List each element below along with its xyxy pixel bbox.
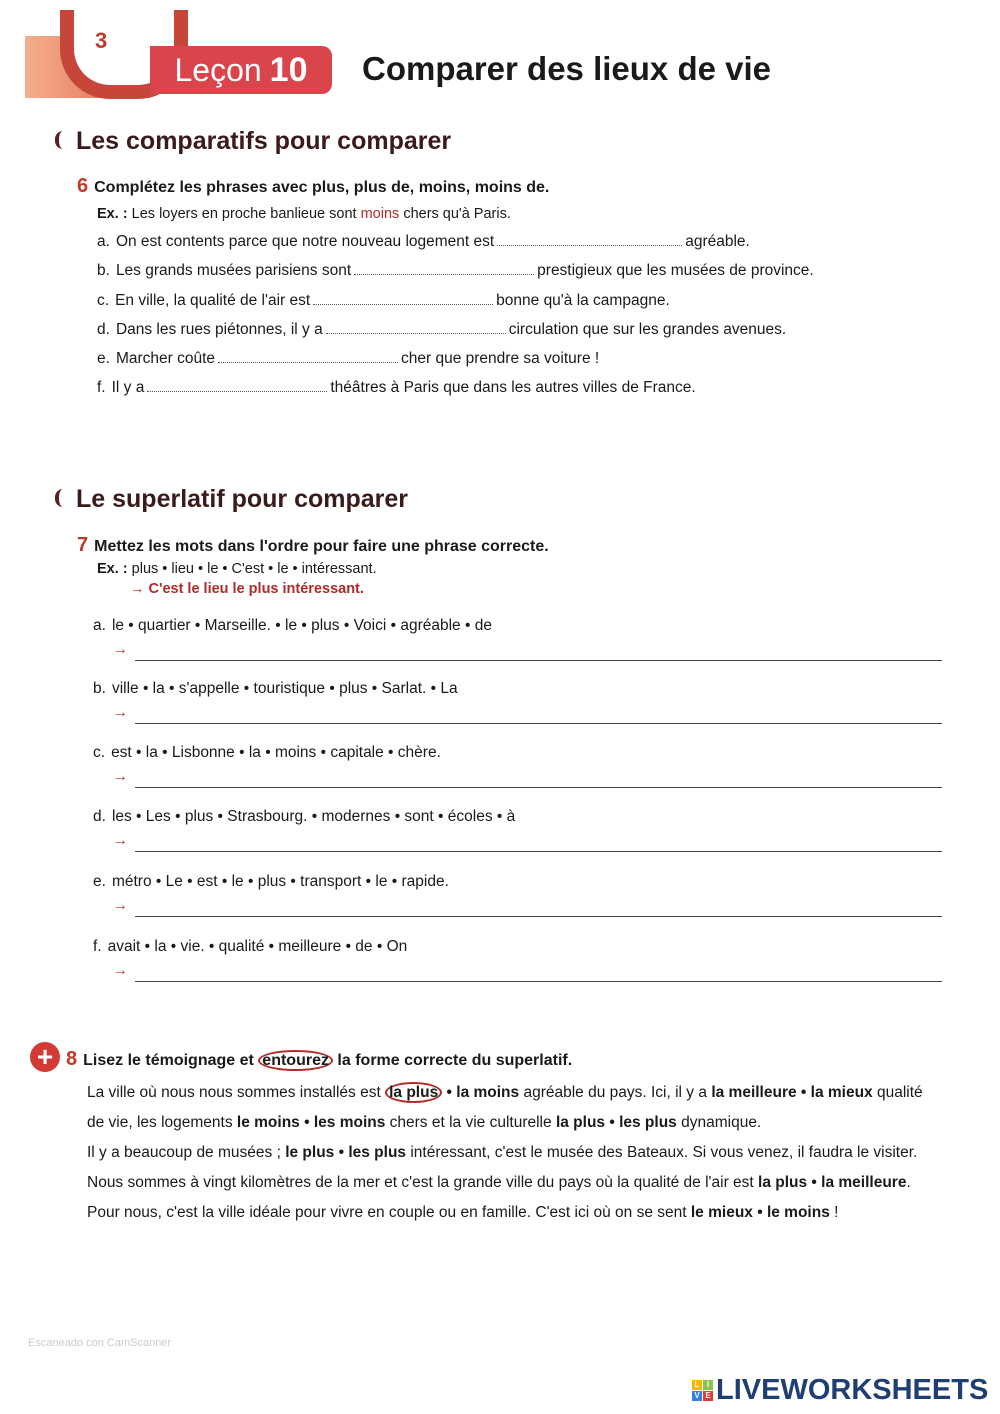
section-title-superlatif: Le superlatif pour comparer [55,485,408,514]
ex7-example [97,561,377,577]
choice[interactable]: le moins • les moins [236,1114,386,1131]
ex7-instruction-text: Mettez les mots dans l'ordre pour faire une phrase correcte. [94,538,549,555]
item-label: c. [93,744,106,761]
example-prefix: Ex. : [97,561,128,577]
example-text: plus • lieu • le • C'est • le • intéressant. [131,561,377,577]
ex7-item [93,873,449,891]
liveworksheets-logo-icon [692,1380,713,1401]
scrambled-words: métro • Le • est • le • plus • transport • le • rapide. [111,873,449,890]
item-text: En ville, la qualité de l'air est [115,292,311,309]
item-label: d. [93,808,106,825]
ex7-instruction [77,534,549,557]
logo-letter: E [703,1391,713,1401]
item-text: Dans les rues piétonnes, il y a [115,321,323,338]
ex8-number: 8 [66,1048,78,1070]
scrambled-words: ville • la • s'appelle • touristique • plus • Sarlat. • La [111,680,458,697]
item-label: c. [97,292,110,309]
scrambled-words: les • Les • plus • Strasbourg. • modernes • sont • écoles • à [111,808,516,825]
item-text: Les grands musées parisiens sont [115,262,352,279]
logo-letter: L [692,1380,702,1390]
answer-blank[interactable] [354,273,534,275]
item-text: Il y a [111,379,145,396]
scrambled-words: avait • la • vie. • qualité • meilleure • de • On [107,938,408,955]
text: qualité de vie, les logements [87,1084,923,1131]
text: La ville où nous nous sommes installés est [87,1084,381,1101]
text: chers et la vie culturelle [389,1114,552,1131]
circled-word: entourez [258,1050,333,1071]
answer-line[interactable] [135,659,942,661]
text: agréable du pays. Ici, il y a [523,1084,707,1101]
ex6-number: 6 [77,175,89,197]
lesson-badge [150,46,332,94]
answer-blank[interactable] [313,303,493,305]
item-text: Marcher coûte [115,350,216,367]
answer-line[interactable] [135,915,942,917]
ex7-item [93,744,441,762]
ex6-instruction [77,175,549,198]
ex8-instruction [66,1048,572,1071]
ex6-example [97,206,511,222]
answer-line[interactable] [135,722,942,724]
item-label: b. [97,262,110,279]
ex7-item [93,617,492,635]
example-text: chers qu'à Paris. [403,206,511,222]
ex7-example-answer: → C'est le lieu le plus intéressant. [130,581,364,597]
arrow-icon: → [112,962,128,979]
choice[interactable]: la meilleure • la mieux [711,1084,873,1101]
ex6-item [97,292,670,310]
item-label: d. [97,321,110,338]
brand-name: LIVEWORKSHEETS [716,1374,989,1406]
choice[interactable]: la plus • les plus [555,1114,677,1131]
ex8-testimony [87,1078,927,1228]
example-text: Les loyers en proche banlieue sont [131,206,357,222]
item-text: On est contents parce que notre nouveau logement est [115,233,495,250]
instruction-text: la forme correcte du superlatif. [337,1052,573,1069]
ex7-item [93,938,407,956]
arrow-icon: → [112,832,128,849]
answer-line[interactable] [135,980,942,982]
ex6-item [97,262,814,280]
text: . Pour nous, c'est la ville idéale pour vivre en couple ou en famille. C'est ici où on se sent [87,1174,911,1221]
choice[interactable]: la plus • la meilleure [758,1174,907,1191]
text: ! [834,1204,839,1221]
choice[interactable]: le mieux • le moins [690,1204,830,1221]
scrambled-words: est • la • Lisbonne • la • moins • capitale • chère. [111,744,441,761]
text: Il y a beaucoup de musées ; [87,1144,281,1161]
ex7-number: 7 [77,534,89,556]
item-text: circulation que sur les grandes avenues. [508,321,787,338]
item-text: prestigieux que les musées de province. [537,262,814,279]
ex6-item [97,379,696,397]
ex6-instruction-text: Complétez les phrases avec plus, plus de, moins, moins de. [94,179,550,196]
plus-icon: + [30,1042,60,1072]
item-label: e. [97,350,110,367]
answer-blank[interactable] [218,361,398,363]
arrow-icon: → [112,768,128,785]
section-title-comparatifs: Les comparatifs pour comparer [55,127,451,156]
answer-blank[interactable] [326,332,506,334]
text: intéressant, c'est le musée des Bateaux. Si vous venez, il faudra le visiter. Nous sommes à vingt kilomètres de la mer et c'est la grande ville du pays où la qualité de l'air est [87,1144,918,1191]
answer-line[interactable] [135,850,942,852]
ex6-item [97,321,786,339]
ex7-item [93,808,515,826]
item-label: f. [93,938,102,955]
unit-number: 3 [95,28,108,53]
item-text: cher que prendre sa voiture ! [401,350,600,367]
choice[interactable]: le plus • les plus [285,1144,407,1161]
item-label: a. [93,617,106,634]
text: dynamique. [681,1114,762,1131]
choice[interactable]: • la moins [446,1084,520,1101]
lesson-word: Leçon [174,51,262,88]
scrambled-words: le • quartier • Marseille. • le • plus • Voici • agréable • de [111,617,492,634]
ex6-item [97,350,599,368]
item-text: agréable. [685,233,750,250]
item-label: a. [97,233,110,250]
answer-blank[interactable] [147,390,327,392]
example-prefix: Ex. : [97,206,128,222]
item-label: b. [93,680,106,697]
ex6-item [97,233,750,251]
item-label: f. [97,379,106,396]
answer-blank[interactable] [497,244,682,246]
instruction-text: Lisez le témoignage et [83,1052,254,1069]
ex7-item [93,680,458,698]
item-text: bonne qu'à la campagne. [496,292,670,309]
logo-letter: V [692,1391,702,1401]
page-title: Comparer des lieux de vie [362,50,772,87]
arrow-icon: → [112,641,128,658]
answer-line[interactable] [135,786,942,788]
lesson-number: 10 [269,50,308,89]
logo-letter: I [703,1380,713,1390]
liveworksheets-logo [692,1374,988,1407]
scanner-watermark: Escaneado con CamScanner [28,1337,172,1349]
item-label: e. [93,873,106,890]
example-word: moins [360,206,400,222]
arrow-icon: → [112,704,128,721]
arrow-icon: → [112,897,128,914]
item-text: théâtres à Paris que dans les autres villes de France. [330,379,696,396]
choice-circled[interactable]: la plus [385,1082,442,1103]
